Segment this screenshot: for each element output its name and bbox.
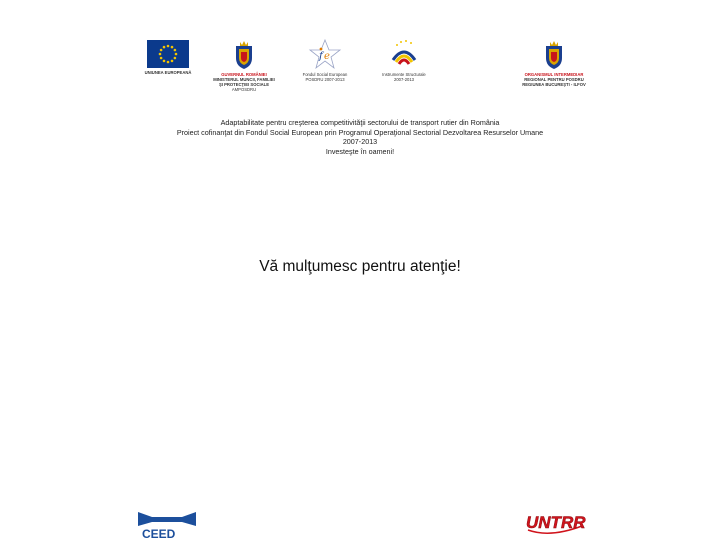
structural-instruments-icon [388, 38, 420, 70]
structural-instruments-logo [378, 38, 430, 82]
svg-text:e: e [324, 51, 330, 62]
project-title: Adaptabilitate pentru creşterea competitivităţii sectorului de transport rutier din România [220, 118, 500, 127]
partner-logo-row [0, 0, 720, 100]
structural-instruments-caption-2: 2007-2013 [393, 77, 415, 82]
intermediate-body-logo [522, 40, 586, 87]
eu-flag-icon [147, 40, 189, 68]
government-logo-caption-2: MINISTERUL MUNCII, FAMILIEI [213, 77, 275, 82]
ceed-logo-icon [132, 508, 202, 540]
intermediate-body-caption-3: REGIUNEA BUCUREŞTI - ILFOV [522, 82, 586, 87]
government-logo-caption-1: GUVERNUL ROMÂNIEI [221, 72, 267, 77]
government-logo-caption-4: AMPOSDRU [231, 87, 257, 92]
fse-star-icon [308, 38, 342, 70]
intermediate-body-caption-1: ORGANISMUL INTERMEDIAR [524, 72, 584, 77]
eu-logo [143, 40, 193, 75]
ceed-logo-text: CEED [142, 527, 176, 540]
project-cofinancing: Proiect cofinanţat din Fondul Social European prin Programul Operaţional Sectorial Dezvoltarea Resurselor Umane [176, 127, 544, 137]
structural-instruments-caption-1: Instrumente Structurale [382, 72, 426, 77]
government-logo [215, 40, 273, 92]
coat-of-arms-icon [233, 40, 255, 70]
untrr-logo [520, 504, 590, 540]
project-header [150, 118, 570, 156]
thank-you-message: Vă mulţumesc pentru atenţie! [259, 258, 461, 275]
ceed-logo [132, 508, 202, 540]
coat-of-arms-icon [543, 40, 565, 70]
intermediate-body-caption-2: REGIONAL PENTRU POSDRU [524, 77, 584, 82]
untrr-logo-icon [520, 504, 590, 540]
svg-text:f: f [319, 51, 323, 62]
fse-logo-caption-2: POSDRU 2007-2013 [305, 77, 345, 82]
government-logo-caption-3: ŞI PROTECŢIEI SOCIALE [218, 82, 270, 87]
fse-logo [300, 38, 350, 82]
untrr-logo-text: UNTRR [526, 513, 586, 532]
fse-logo-caption-1: Fondul Social European [302, 72, 348, 77]
eu-logo-caption: UNIUNEA EUROPEANĂ [144, 70, 192, 75]
project-slogan: Investeşte în oameni! [325, 146, 395, 156]
project-period: 2007-2013 [342, 137, 378, 147]
